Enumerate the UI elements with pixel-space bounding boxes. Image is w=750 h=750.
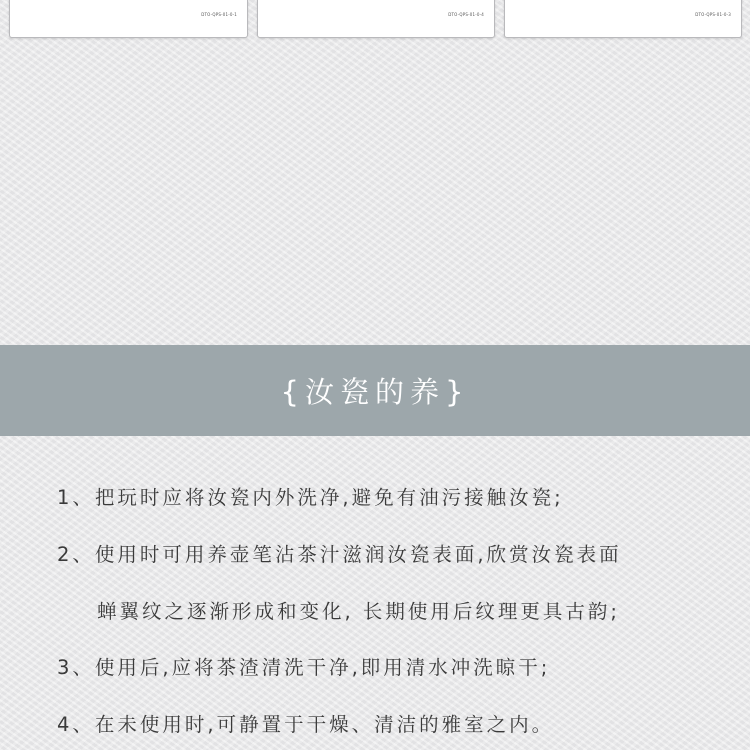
list-item: 3、使用后,应将茶渣清洗干净,即用清水冲洗晾干; [57,656,551,679]
list-item-continuation: 蝉翼纹之逐渐形成和变化, 长期使用后纹理更具古韵; [97,600,620,623]
certificate-code: DTO-QPS-01-0-1 [201,12,237,17]
certificate-code: DTO-QPS-01-0-3 [695,12,731,17]
section-header-band [0,345,750,436]
list-item: 4、在未使用时,可静置于干燥、清洁的雅室之内。 [57,713,555,736]
section-title: {汝瓷的养} [280,375,470,409]
list-item: 2、使用时可用养壶笔沾茶汁滋润汝瓷表面,欣赏汝瓷表面 [57,543,622,566]
certificate-card[interactable] [504,0,742,38]
certificate-code: DTO-QPS-01-0-4 [448,12,484,17]
certificate-thumbnails [0,0,750,40]
certificate-card[interactable] [257,0,495,38]
certificate-card[interactable] [9,0,248,38]
list-item: 1、把玩时应将汝瓷内外洗净,避免有油污接触汝瓷; [57,486,564,509]
